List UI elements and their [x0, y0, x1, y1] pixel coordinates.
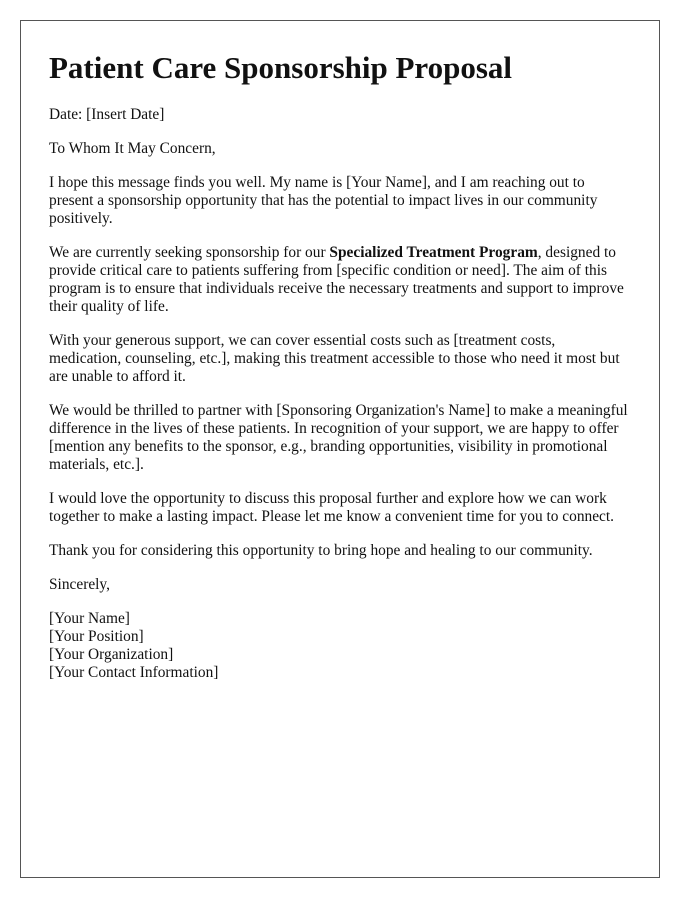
intro-paragraph: I hope this message finds you well. My name is [Your Name], and I am reaching out to present a sponsorship opportunity that has the potential to impact lives in our community positively.: [49, 174, 598, 227]
signature-organization: [Your Organization]: [49, 646, 174, 663]
signature-block: [49, 610, 631, 682]
signature-contact: [Your Contact Information]: [49, 664, 219, 681]
page-title: Patient Care Sponsorship Proposal: [49, 50, 513, 85]
date-line: Date: [Insert Date]: [49, 106, 165, 123]
salutation: To Whom It May Concern,: [49, 140, 216, 157]
thanks-paragraph: Thank you for considering this opportunity to bring hope and healing to our community.: [49, 542, 593, 559]
program-paragraph-start: We are currently seeking sponsorship for our: [49, 244, 330, 261]
closing: Sincerely,: [49, 576, 110, 593]
program-paragraph: [49, 244, 631, 316]
signature-name: [Your Name]: [49, 610, 130, 627]
signature-position: [Your Position]: [49, 628, 144, 645]
discussion-paragraph: I would love the opportunity to discuss this proposal further and explore how we can work together to make a lasting impact. Please let me know a convenient time for you to connect.: [49, 490, 615, 525]
support-paragraph: With your generous support, we can cover essential costs such as [treatment costs, medication, counseling, etc.], making this treatment accessible to those who need it most but are unable to afford it.: [49, 332, 620, 385]
program-paragraph-end: , designed to provide critical care to patients suffering from [specific condition or need]. The aim of this program is to ensure that individuals receive the necessary treatments and support to improve their quality of life.: [49, 244, 624, 315]
letter-page: [20, 20, 660, 878]
partner-paragraph: We would be thrilled to partner with [Sponsoring Organization's Name] to make a meaningful difference in the lives of these patients. In recognition of your support, we are happy to offer [mention any benefits to the sponsor, e.g., branding opportunities, visibility in promotional materials, etc.].: [49, 402, 628, 473]
program-name: Specialized Treatment Program: [329, 244, 538, 261]
